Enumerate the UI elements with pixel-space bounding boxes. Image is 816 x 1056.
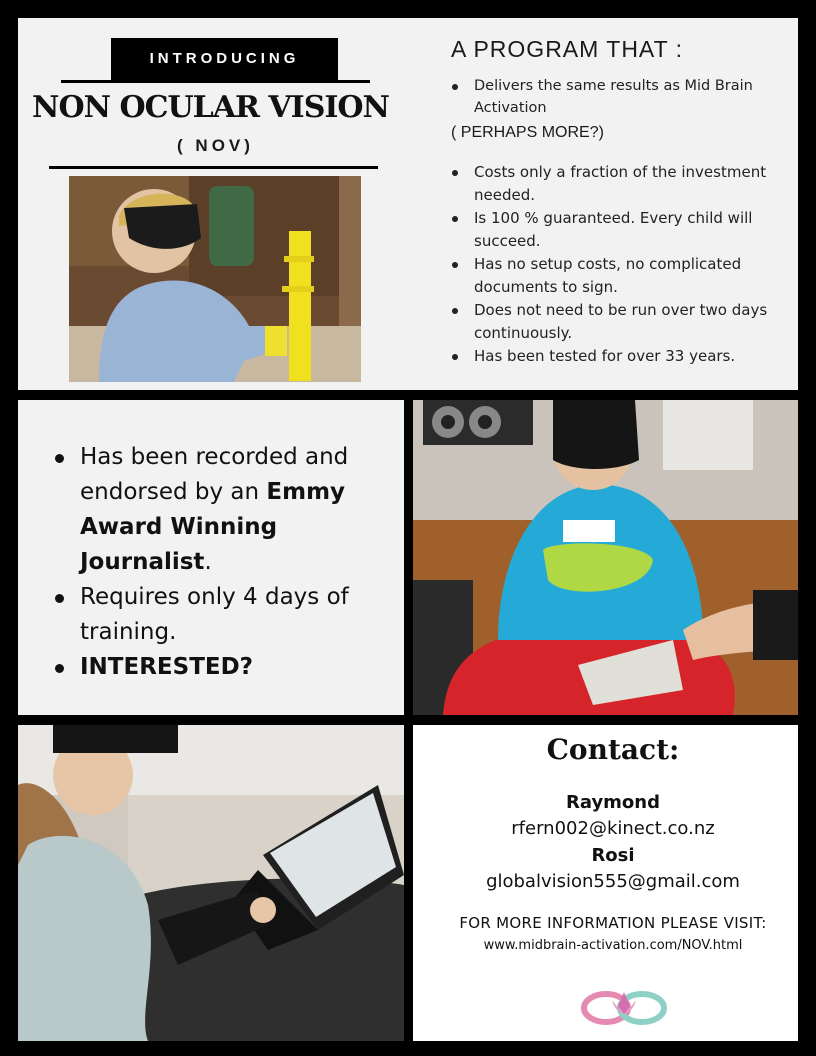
features-list xyxy=(50,440,390,685)
list-item: Has no setup costs, no complicated documents to sign. xyxy=(448,253,788,299)
photo-child-blocks xyxy=(69,176,361,382)
contact-name-rosi: Rosi xyxy=(591,845,635,866)
photo-boy-reading xyxy=(413,400,798,715)
list-item: Delivers the same results as Mid Brain Activation xyxy=(448,75,778,119)
list-item: Has been recorded and endorsed by an Emmy Award Winning Journalist. xyxy=(50,440,390,580)
contact-name-raymond: Raymond xyxy=(565,792,660,813)
introducing-banner: INTRODUCING xyxy=(111,38,338,80)
contact-email-rosi[interactable]: globalvision555@gmail.com xyxy=(486,871,740,892)
list-item: INTERESTED? xyxy=(50,650,390,685)
page-title: NON OCULAR VISION xyxy=(32,90,389,125)
website-link[interactable]: www.midbrain-activation.com/NOV.html xyxy=(483,938,743,953)
lotus-logo-icon xyxy=(560,978,688,1032)
list-item: Does not need to be run over two days continuously. xyxy=(448,299,788,345)
divider-top xyxy=(61,80,370,83)
list-item: Requires only 4 days of training. xyxy=(50,580,390,650)
emmy-highlight: Emmy Award Winning Journalist xyxy=(80,479,346,575)
perhaps-more-label: ( PERHAPS MORE?) xyxy=(451,124,604,141)
more-info-label: FOR MORE INFORMATION PLEASE VISIT: xyxy=(459,914,767,932)
program-first-list xyxy=(448,75,778,119)
divider-bottom xyxy=(49,166,378,169)
contact-email-raymond[interactable]: rfern002@kinect.co.nz xyxy=(511,818,715,839)
contact-panel xyxy=(413,725,798,1041)
list-item: Has been tested for over 33 years. xyxy=(448,345,788,368)
list-item: Is 100 % guaranteed. Every child will succeed. xyxy=(448,207,788,253)
program-benefits-list xyxy=(448,161,788,368)
list-item: Costs only a fraction of the investment needed. xyxy=(448,161,788,207)
page-subtitle: ( NOV) xyxy=(177,136,254,155)
photo-girl-laptop xyxy=(18,725,404,1041)
features-panel xyxy=(18,400,404,715)
contact-title: Contact: xyxy=(546,733,680,766)
program-title: A PROGRAM THAT : xyxy=(451,36,683,62)
intro-panel xyxy=(18,18,798,390)
